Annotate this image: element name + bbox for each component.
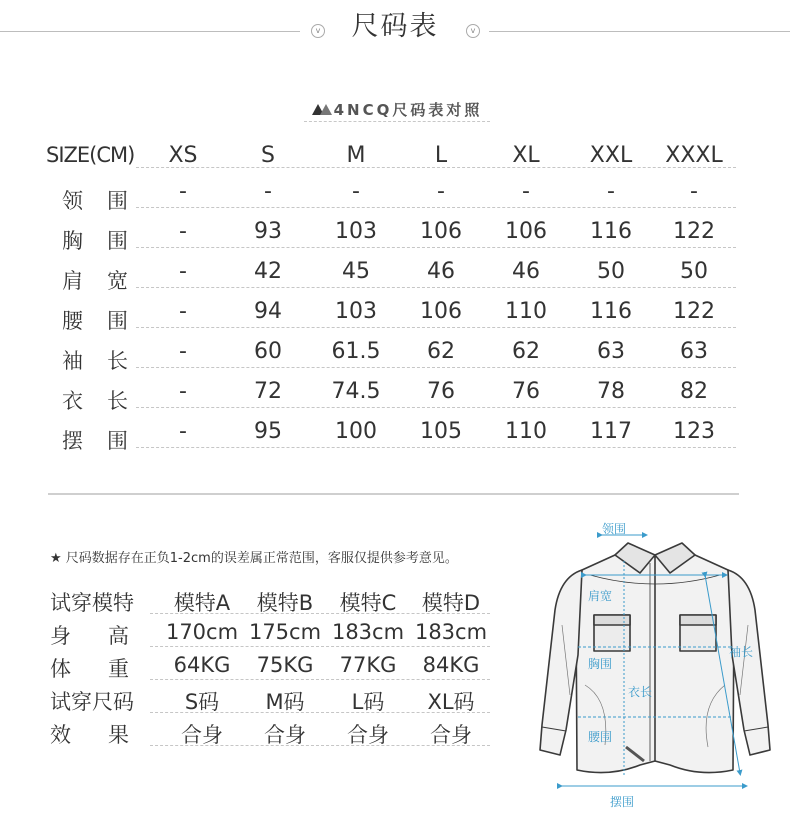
size-value-cell: 106 (420, 219, 462, 244)
size-value-cell: 63 (680, 339, 708, 364)
size-value-cell: 46 (427, 259, 455, 284)
row-divider (136, 287, 736, 288)
length-label: 衣长 (628, 685, 653, 699)
size-value-cell: - (352, 179, 360, 204)
model-value-cell: L码 (351, 690, 385, 714)
size-value-cell: - (179, 259, 187, 284)
collar-label: 领围 (602, 522, 627, 536)
size-value-cell: 63 (597, 339, 625, 364)
model-value-cell: 合身 (430, 723, 472, 747)
label-char: 领 (62, 189, 83, 213)
header-line-right (489, 31, 790, 32)
size-value-cell: 110 (505, 419, 547, 444)
size-value-cell: - (437, 179, 445, 204)
size-value-cell: 46 (512, 259, 540, 284)
size-header-cell: XXL (589, 143, 633, 168)
model-value-cell: 模特D (421, 591, 481, 615)
sleeve-label: 袖长 (729, 645, 754, 659)
size-value-cell: 60 (254, 339, 282, 364)
size-value-cell: - (179, 379, 187, 404)
size-value-cell: 42 (254, 259, 282, 284)
label-char: 肩 (62, 269, 83, 293)
size-value-cell: 122 (673, 299, 715, 324)
row-divider (136, 447, 736, 448)
model-value-cell: S码 (184, 690, 220, 714)
table-subtitle (304, 99, 490, 122)
model-value-cell: 84KG (422, 653, 480, 677)
model-value-cell: 合身 (347, 723, 389, 747)
size-value-cell: - (179, 219, 187, 244)
size-value-cell: 95 (254, 419, 282, 444)
label-char: 宽 (107, 269, 128, 293)
size-value-cell: 106 (420, 299, 462, 324)
size-value-cell: 105 (420, 419, 462, 444)
model-value-cell: 183cm (331, 620, 405, 644)
triangle-icon (320, 104, 332, 115)
model-value-cell: 模特B (256, 591, 314, 615)
section-divider (48, 493, 739, 495)
row-divider (150, 613, 490, 614)
size-header-cell: XS (168, 143, 198, 168)
size-corner-label: SIZE(CM) (46, 143, 135, 167)
label-char: 围 (107, 429, 128, 453)
label-char: 胸 (62, 229, 83, 253)
label-char: 长 (107, 389, 128, 413)
model-value-cell: M码 (265, 690, 305, 714)
label-char: 袖 (62, 349, 83, 373)
size-value-cell: 100 (335, 419, 377, 444)
row-divider (150, 712, 490, 713)
size-header-cell: L (434, 143, 448, 168)
label-char: 体 (50, 657, 71, 681)
model-value-cell: 模特A (173, 591, 231, 615)
size-value-cell: 62 (427, 339, 455, 364)
size-value-cell: - (179, 299, 187, 324)
size-value-cell: 62 (512, 339, 540, 364)
size-value-cell: 74.5 (331, 379, 381, 404)
model-value-cell: 75KG (256, 653, 314, 677)
chevron-down-icon: v (311, 24, 325, 38)
size-value-cell: - (264, 179, 272, 204)
size-value-cell: 78 (597, 379, 625, 404)
size-header-cell: XXXL (665, 143, 723, 168)
size-value-cell: 103 (335, 299, 377, 324)
size-value-cell: 122 (673, 219, 715, 244)
label-char: 长 (107, 349, 128, 373)
size-value-cell: 45 (342, 259, 370, 284)
label-char: 身 (50, 624, 71, 648)
chevron-down-icon: v (466, 24, 480, 38)
size-value-cell: - (607, 179, 615, 204)
model-value-cell: 64KG (173, 653, 231, 677)
model-value-cell: 175cm (248, 620, 322, 644)
model-value-cell: 模特C (339, 591, 397, 615)
page-title: 尺码表 (351, 11, 439, 42)
size-value-cell: - (690, 179, 698, 204)
size-value-cell: 82 (680, 379, 708, 404)
size-header-cell: XL (512, 143, 540, 168)
model-value-cell: 170cm (165, 620, 239, 644)
label-char: 摆 (62, 429, 83, 453)
label-char: 围 (107, 189, 128, 213)
hem-label: 摆围 (610, 795, 635, 809)
label-char: 效 (50, 723, 71, 747)
row-divider (136, 367, 736, 368)
row-divider (136, 327, 736, 328)
model-value-cell: 77KG (339, 653, 397, 677)
size-value-cell: 116 (590, 219, 632, 244)
model-value-cell: 合身 (181, 723, 223, 747)
row-divider (136, 207, 736, 208)
chest-label: 胸围 (588, 657, 613, 671)
size-value-cell: 94 (254, 299, 282, 324)
row-divider (136, 167, 736, 168)
size-value-cell: - (179, 339, 187, 364)
size-value-cell: 50 (680, 259, 708, 284)
size-value-cell: 123 (673, 419, 715, 444)
label-char: 果 (108, 723, 129, 747)
row-divider (150, 745, 490, 746)
label-char: 围 (107, 229, 128, 253)
size-value-cell: 76 (512, 379, 540, 404)
label-char: 衣 (62, 389, 83, 413)
row-divider (136, 407, 736, 408)
model-value-cell: 183cm (414, 620, 488, 644)
label-char: 腰 (62, 309, 83, 333)
label-char: 重 (108, 657, 129, 681)
shoulder-label: 肩宽 (588, 589, 613, 603)
model-row-label: 试穿尺码 (50, 690, 134, 714)
size-value-cell: 61.5 (331, 339, 381, 364)
model-value-cell: XL码 (427, 690, 475, 714)
size-value-cell: 50 (597, 259, 625, 284)
label-char: 高 (108, 624, 129, 648)
size-value-cell: 76 (427, 379, 455, 404)
size-value-cell: 72 (254, 379, 282, 404)
model-row-label: 试穿模特 (50, 591, 134, 615)
model-value-cell: 合身 (264, 723, 306, 747)
row-divider (150, 679, 490, 680)
size-header-cell: M (346, 143, 366, 168)
waist-label: 腰围 (588, 730, 613, 744)
size-value-cell: 93 (254, 219, 282, 244)
row-divider (136, 247, 736, 248)
size-value-cell: - (522, 179, 530, 204)
label-char: 围 (107, 309, 128, 333)
size-value-cell: 116 (590, 299, 632, 324)
size-header-cell: S (261, 143, 275, 168)
size-value-cell: 110 (505, 299, 547, 324)
measurement-note: ★ 尺码数据存在正负1-2cm的误差属正常范围，客服仅提供参考意见。 (50, 551, 458, 566)
row-divider (150, 646, 490, 647)
size-value-cell: 103 (335, 219, 377, 244)
shirt-diagram (520, 515, 790, 810)
subtitle-text: 4NCQ尺码表对照 (333, 101, 483, 119)
size-value-cell: - (179, 419, 187, 444)
size-value-cell: 117 (590, 419, 632, 444)
size-value-cell: - (179, 179, 187, 204)
size-value-cell: 106 (505, 219, 547, 244)
